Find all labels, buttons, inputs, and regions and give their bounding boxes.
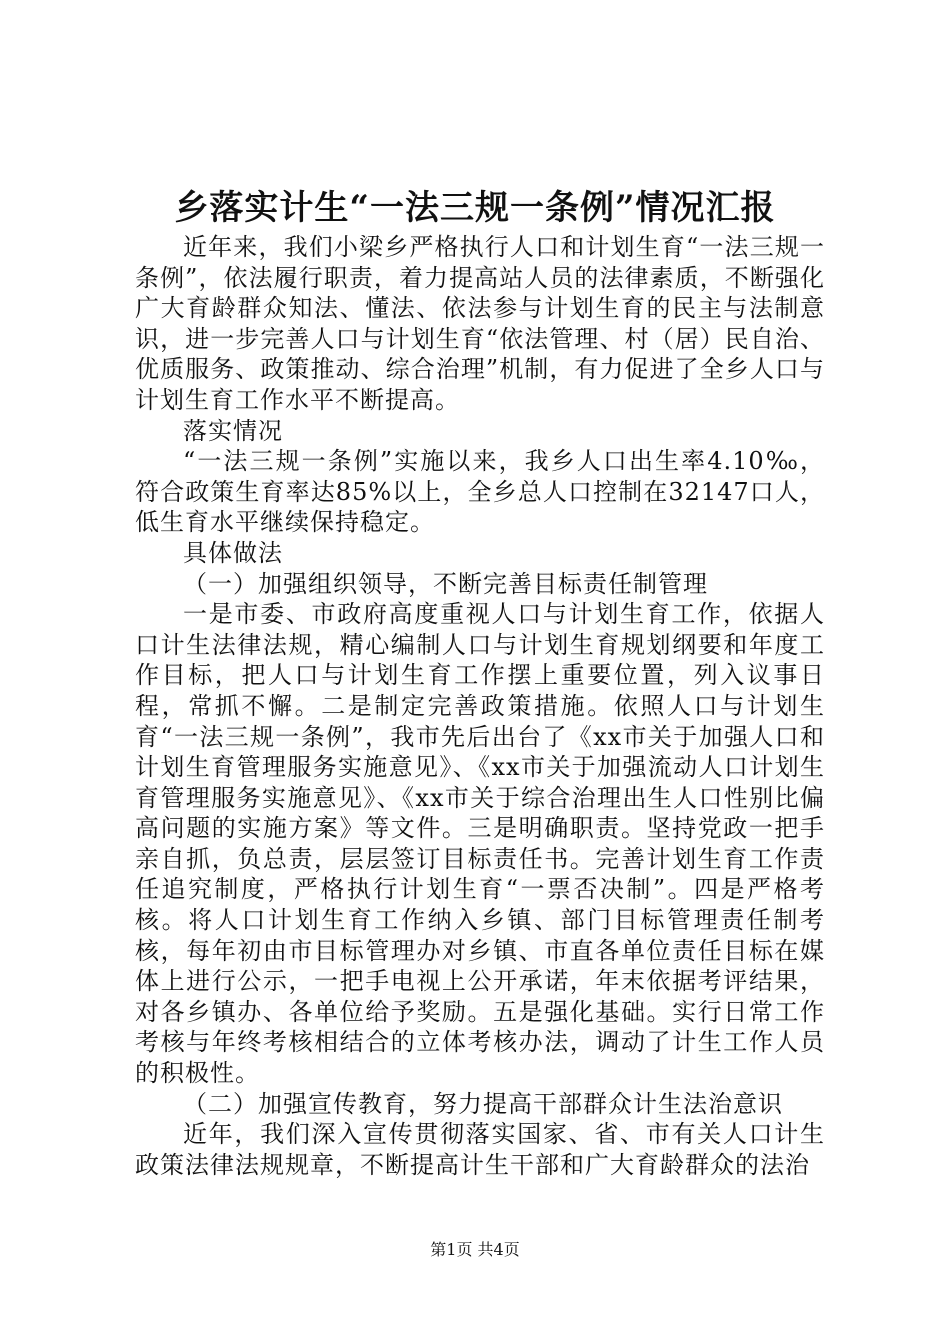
paragraph-intro: 近年来，我们小梁乡严格执行人口和计划生育“一法三规一条例”，依法履行职责，着力提高站人员的法律素质，不断强化广大育龄群众知法、懂法、依法参与计划生育的民主与法制意识，进一步完善人口与计划生育“依法管理、村（居）民自治、优质服务、政策推动、综合治理”机制，有力促进了全乡人口与计划生育工作水平不断提高。	[135, 233, 825, 414]
subheading-one: （一）加强组织领导，不断完善目标责任制管理	[183, 569, 708, 598]
paragraph-one: 一是市委、市政府高度重视人口与计划生育工作，依据人口计生法律法规，精心编制人口与计划生育规划纲要和年度工作目标，把人口与计划生育工作摆上重要位置，列入议事日程，常抓不懈。二是制定完善政策措施。依照人口与计划生育“一法三规一条例”，我市先后出台了《xx市关于加强人口和计划生育管理服务实施意见》、《xx市关于加强流动人口计划生育管理服务实施意见》、《xx市关于综合治理出生人口性别比偏高问题的实施方案》等文件。三是明确职责。坚持党政一把手亲自抓，负总责，层层签订目标责任书。完善计划生育工作责任追究制度，严格执行计划生育“一票否决制”。四是严格考核。将人口计划生育工作纳入乡镇、部门目标管理责任制考核，每年初由市目标管理办对乡镇、市直各单位责任目标在媒体上进行公示，一把手电视上公开承诺，年末依据考评结果，对各乡镇办、各单位给予奖励。五是强化基础。实行日常工作考核与年终考核相结合的立体考核办法，调动了计生工作人员的积极性。	[135, 600, 825, 1088]
paragraph-implementation: “一法三规一条例”实施以来，我乡人口出生率4.10‰，符合政策生育率达85%以上，全乡总人口控制在32147口人，低生育水平继续保持稳定。	[135, 447, 825, 537]
page-footer: 第1页 共4页	[430, 1240, 520, 1259]
subheading-two: （二）加强宣传教育，努力提高干部群众计生法治意识	[183, 1089, 783, 1118]
paragraph-two: 近年，我们深入宣传贯彻落实国家、省、市有关人口计生政策法律法规规章，不断提高计生干部和广大育龄群众的法治	[135, 1120, 825, 1179]
document-title: 乡落实计生“一法三规一条例”情况汇报	[174, 188, 776, 228]
heading-methods: 具体做法	[183, 538, 283, 567]
document-body	[135, 232, 825, 1180]
heading-implementation: 落实情况	[183, 416, 283, 445]
